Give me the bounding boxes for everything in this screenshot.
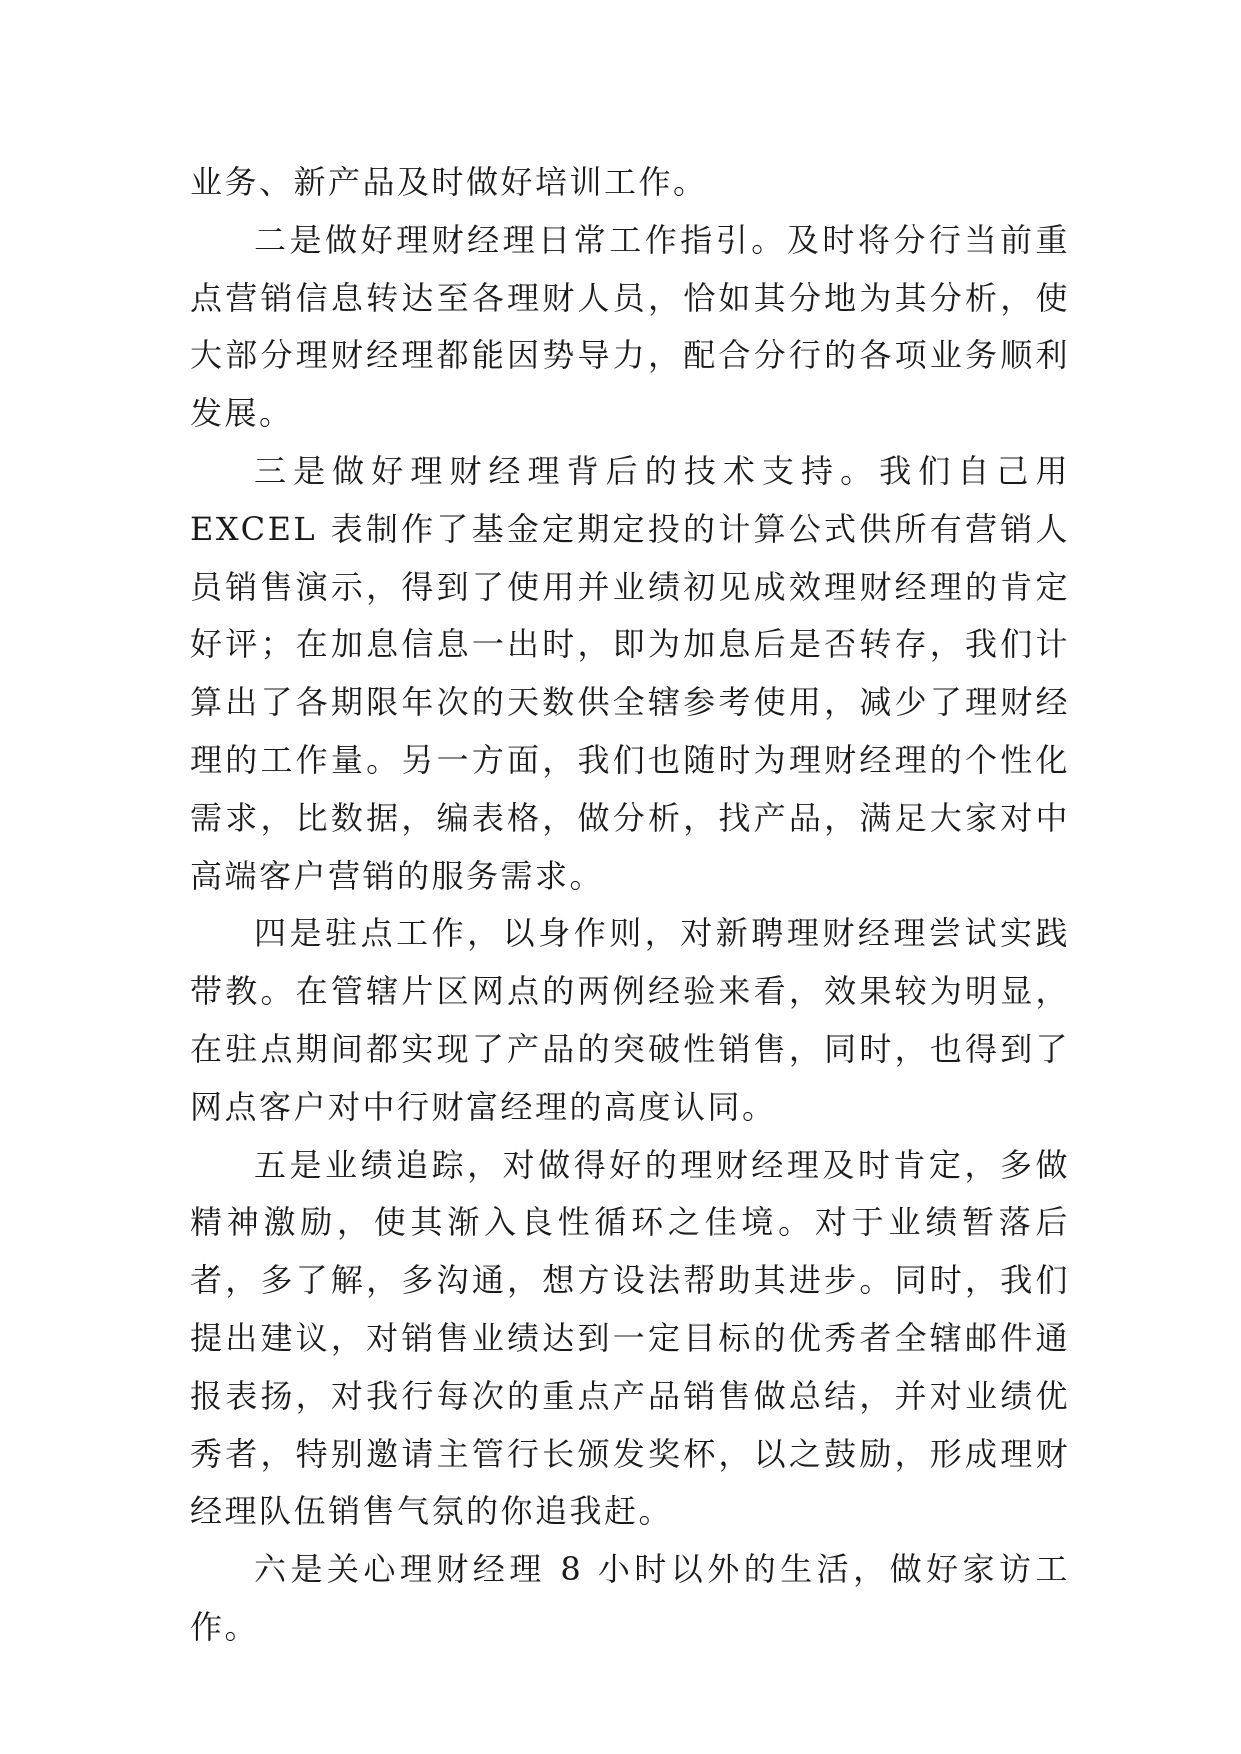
paragraph-5: 五是业绩追踪，对做得好的理财经理及时肯定，多做精神激励，使其渐入良性循环之佳境。对于业绩暂落后者，多了解，多沟通，想方设法帮助其进步。同时，我们提出建议，对销售业绩达到一定目标的优秀者全辖邮件通报表扬，对我行每次的重点产品销售做总结，并对业绩优秀者，特别邀请主管行长颁发奖杯，以之鼓励，形成理财经理队伍销售气氛的你追我赶。 <box>190 1145 1070 1531</box>
paragraph-6: 六是关心理财经理 8 小时以外的生活，做好家访工作。 <box>190 1550 1070 1646</box>
document-body <box>190 154 1070 1657</box>
paragraph-1: 业务、新产品及时做好培训工作。 <box>190 163 708 201</box>
paragraph-2: 二是做好理财经理日常工作指引。及时将分行当前重点营销信息转达至各理财人员，恰如其分地为其分析，使大部分理财经理都能因势导力，配合分行的各项业务顺利发展。 <box>190 220 1070 433</box>
paragraph-4: 四是驻点工作，以身作则，对新聘理财经理尝试实践带教。在管辖片区网点的两例经验来看，效果较为明显，在驻点期间都实现了产品的突破性销售，同时，也得到了网点客户对中行财富经理的高度认同。 <box>190 914 1070 1126</box>
paragraph-3: 三是做好理财经理背后的技术支持。我们自己用 EXCEL 表制作了基金定期定投的计算公式供所有营销人员销售演示，得到了使用并业绩初见成效理财经理的肯定好评；在加息信息一出时，即为加息后是否转存，我们计算出了各期限年次的天数供全辖参考使用，减少了理财经理的工作量。另一方面，我们也随时为理财经理的个性化需求，比数据，编表格，做分析，找产品，满足大家对中高端客户营销的服务需求。 <box>190 451 1070 895</box>
